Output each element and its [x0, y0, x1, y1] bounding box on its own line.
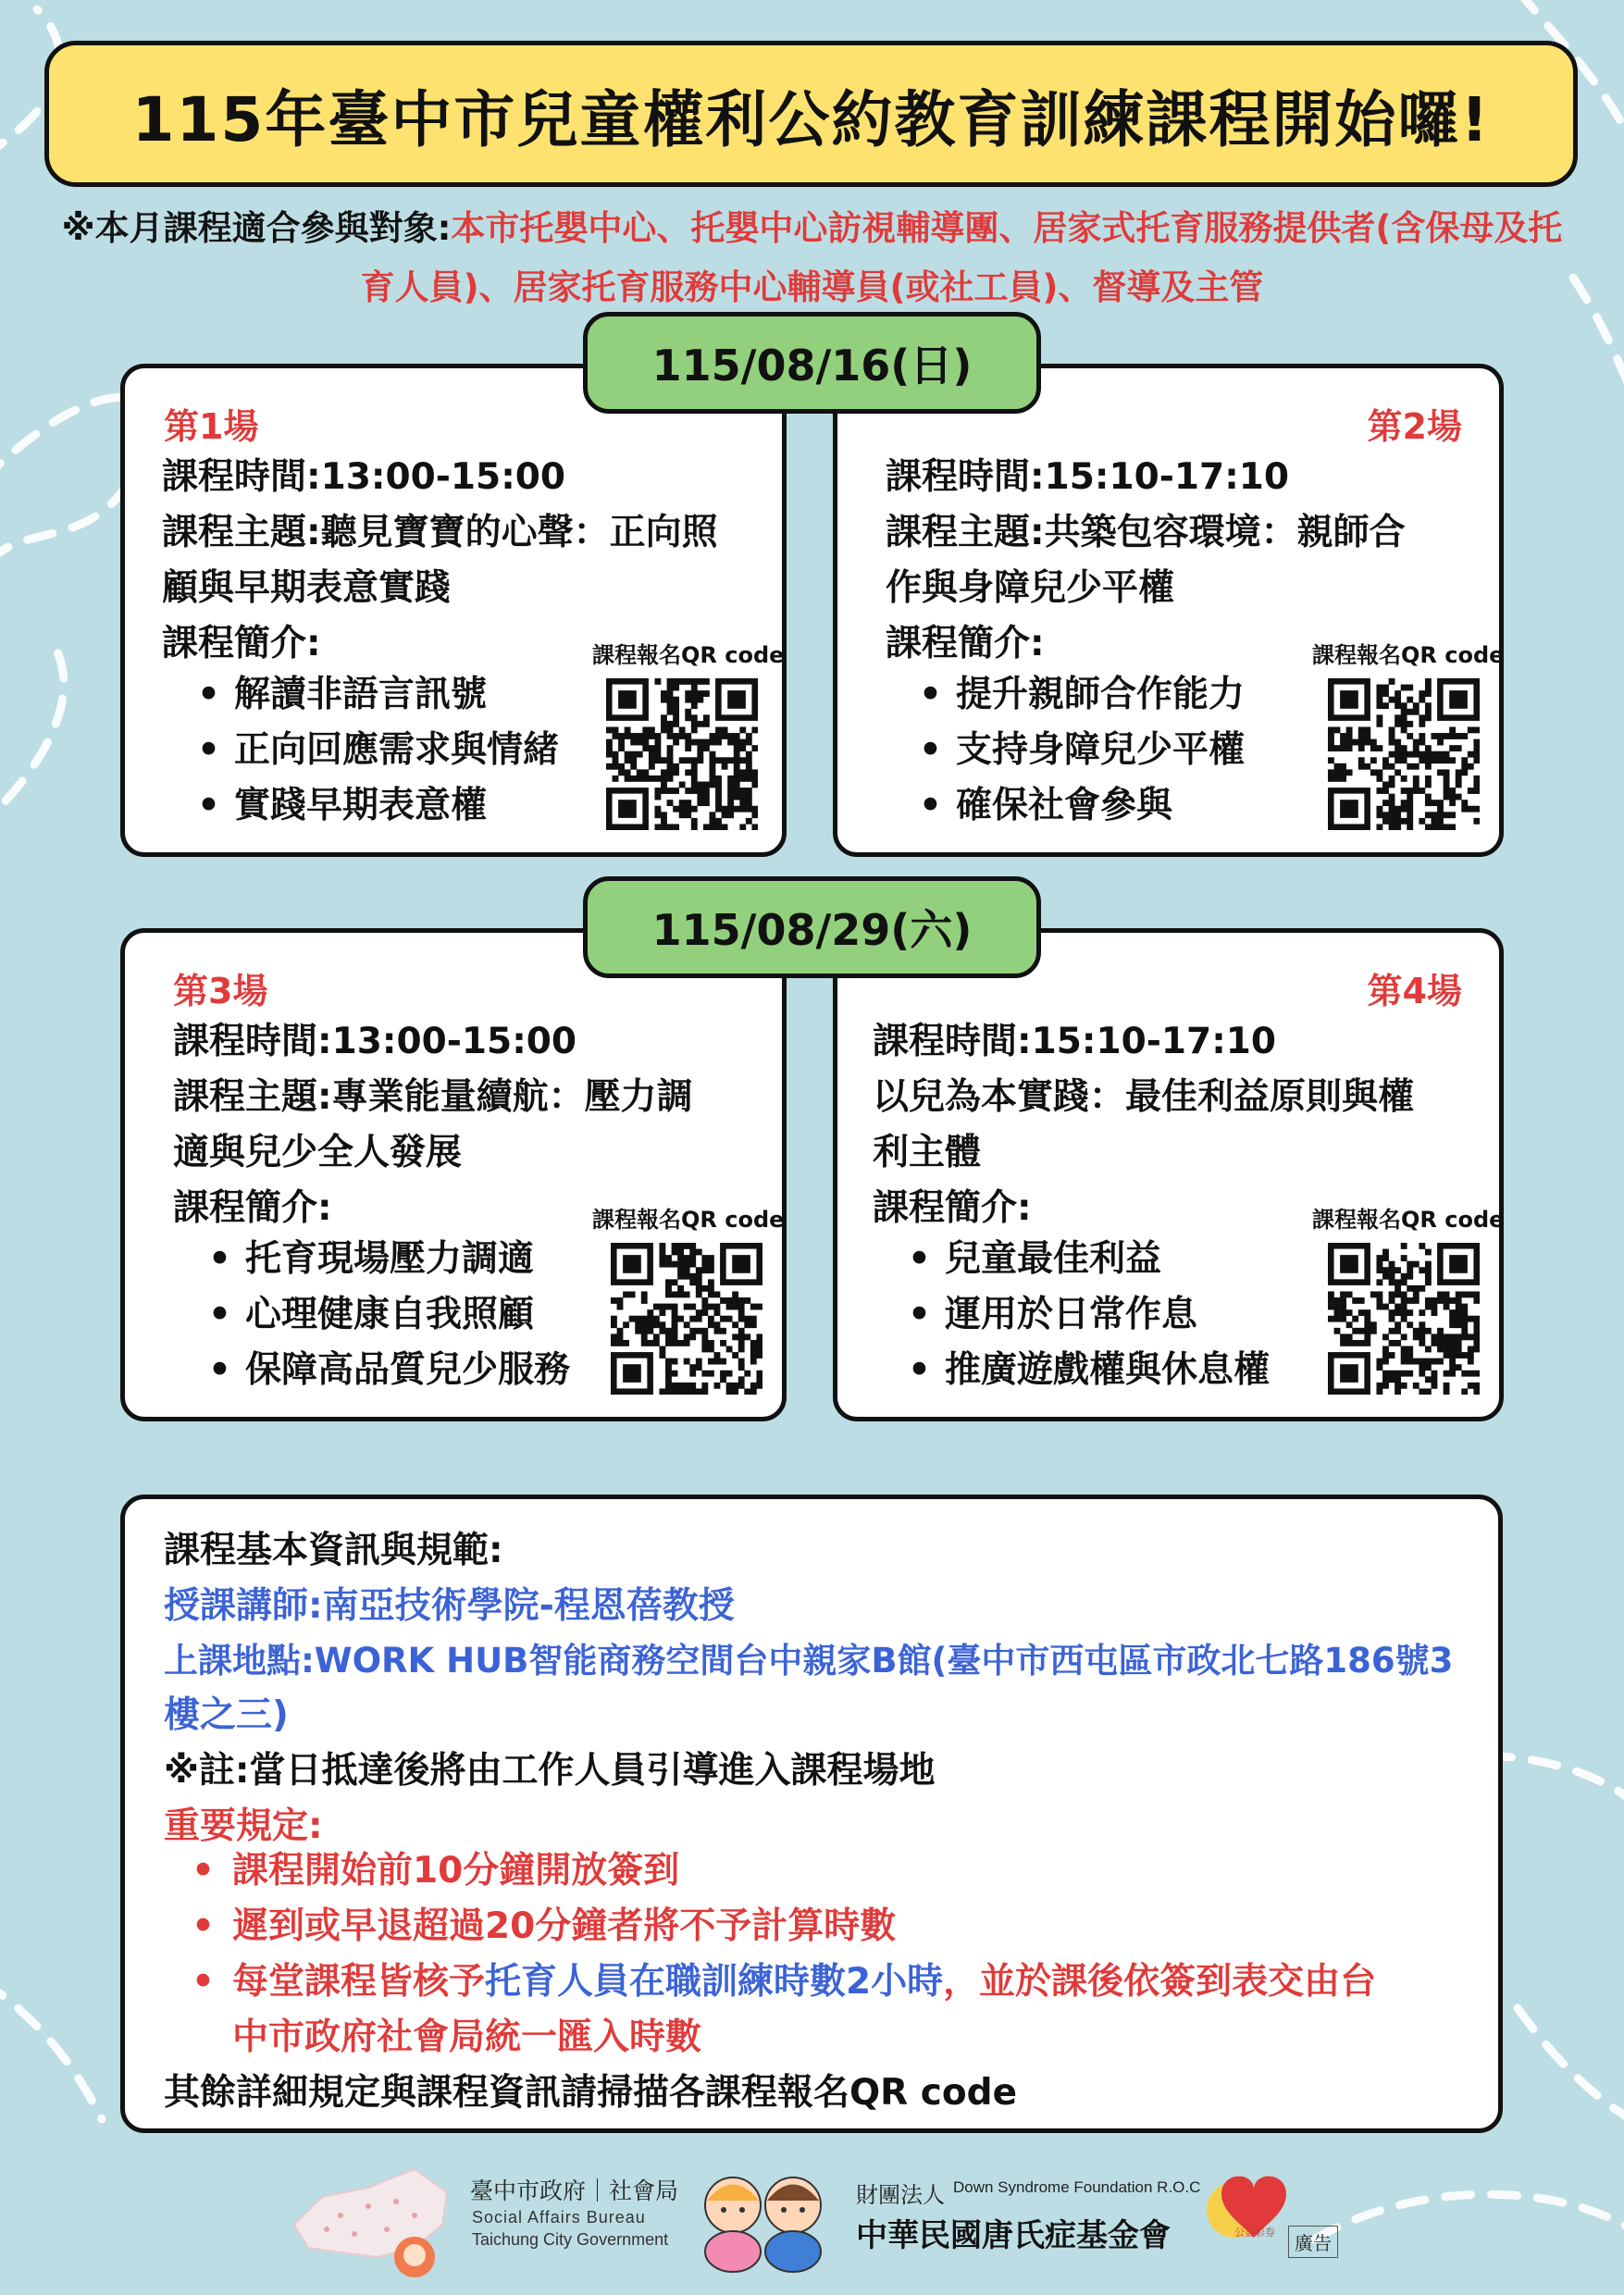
session-label: 第4場: [1367, 971, 1462, 1011]
gov-name: 臺中市政府｜社會局: [470, 2178, 679, 2204]
rule3-part-c: ，並於課後依簽到表交由台: [943, 1961, 1377, 2003]
session-bullets: [208, 1232, 570, 1398]
rules-heading: 重要規定:: [164, 1805, 323, 1847]
audience-line1: 本市托嬰中心、托嬰中心訪視輔導團、居家式托育服務提供者(含保母及托: [451, 208, 1563, 248]
registration-qr-code[interactable]: [606, 678, 758, 830]
bullet-item: • 推廣遊戲權與休息權: [908, 1343, 1270, 1398]
rule-item: [192, 1954, 1376, 2010]
session-intro-label: 課程簡介:: [173, 1187, 332, 1229]
bullet-item: • 確保社會參與: [919, 778, 1245, 834]
session-time: 課程時間:15:10-17:10: [873, 1021, 1277, 1062]
lottery-label: 公益彩券: [1234, 2227, 1275, 2239]
course-info-box: [120, 1495, 1503, 2133]
bullet-item: • 實踐早期表意權: [197, 778, 559, 834]
session-topic-line2: 利主體: [873, 1132, 982, 1173]
session-topic-line1: 課程主題:共築包容環境：親師合: [886, 512, 1406, 553]
ad-label: 廣告: [1288, 2226, 1338, 2258]
info-heading: 課程基本資訊與規範:: [164, 1530, 503, 1571]
arrival-note: ※註:當日抵達後將由工作人員引導進入課程場地: [164, 1750, 936, 1792]
qr-caption: 課程報名QR code: [1312, 642, 1505, 668]
bullet-item: • 兒童最佳利益: [908, 1232, 1270, 1287]
footer-logos: [0, 2156, 1624, 2286]
bullet-item: • 心理健康自我照顧: [208, 1287, 570, 1343]
session-label: 第3場: [173, 971, 268, 1011]
session-card-2: [833, 364, 1504, 857]
gov-en-line2: Taichung City Government: [472, 2230, 669, 2249]
registration-qr-code[interactable]: [1328, 678, 1480, 830]
qr-caption: 課程報名QR code: [592, 1207, 785, 1233]
date-badge-day2: 115/08/29(六): [583, 876, 1041, 978]
bullet-item: • 支持身障兒少平權: [919, 723, 1245, 778]
session-label: 第2場: [1367, 406, 1462, 447]
closing-note: 其餘詳細規定與課程資訊請掃描各課程報名QR code: [164, 2072, 1018, 2114]
bullet-item: • 正向回應需求與情緒: [197, 723, 559, 778]
date-badge-day1: 115/08/16(日): [583, 312, 1041, 414]
session-time: 課程時間:15:10-17:10: [886, 456, 1290, 498]
session-intro-label: 課程簡介:: [873, 1187, 1032, 1229]
rule-item: • 課程開始前10分鐘開放簽到: [192, 1843, 1376, 1899]
foundation-mascot-logo: [696, 2164, 835, 2275]
session-intro-label: 課程簡介:: [162, 623, 321, 664]
session-topic-line2: 作與身障兒少平權: [886, 567, 1175, 609]
audience-prefix: ※本月課程適合參與對象:: [61, 208, 452, 248]
session-time: 課程時間:13:00-15:00: [162, 456, 566, 498]
foundation-en: Down Syndrome Foundation R.O.C: [953, 2178, 1201, 2196]
registration-qr-code[interactable]: [611, 1243, 762, 1395]
audience-line2: 育人員)、居家托育服務中心輔導員(或社工員)、督導及主管: [360, 267, 1264, 307]
session-card-1: [120, 364, 787, 857]
session-bullets: [197, 667, 559, 834]
qr-caption: 課程報名QR code: [592, 642, 785, 668]
registration-qr-code[interactable]: [1328, 1243, 1480, 1395]
rule-item-continued: 中市政府社會局統一匯入時數: [232, 2016, 702, 2058]
gov-en-line1: Social Affairs Bureau: [472, 2208, 646, 2227]
session-topic-line1: 以兒為本實踐：最佳利益原則與權: [873, 1076, 1415, 1118]
rule3-hours: 托育人員在職訓練時數2小時: [485, 1961, 944, 2003]
rule3-part-a: 每堂課程皆核予: [232, 1961, 486, 2003]
foundation-prefix: 財團法人: [856, 2183, 945, 2208]
session-bullets: [908, 1232, 1270, 1398]
bullet-item: • 保障高品質兒少服務: [208, 1343, 570, 1398]
audience-note: [56, 199, 1568, 317]
qr-caption: 課程報名QR code: [1312, 1207, 1505, 1233]
session-intro-label: 課程簡介:: [886, 623, 1045, 664]
foundation-name: 中華民國唐氏症基金會: [856, 2218, 1171, 2253]
session-topic-line2: 顧與早期表意實踐: [162, 567, 452, 609]
session-bullets: [919, 667, 1245, 834]
taichung-map-logo: [285, 2160, 461, 2280]
lecturer: 授課講師:南亞技術學院-程恩蓓教授: [164, 1585, 735, 1627]
rules-list: [192, 1843, 1376, 2066]
bullet-item: • 解讀非語言訊號: [197, 667, 559, 723]
location-line2: 樓之三): [164, 1694, 289, 1736]
session-card-4: [833, 928, 1504, 1421]
bullet-item: • 提升親師合作能力: [919, 667, 1245, 723]
rule-item: • 遲到或早退超過20分鐘者將不予計算時數: [192, 1899, 1376, 1954]
session-topic-line2: 適與兒少全人發展: [173, 1132, 463, 1173]
session-topic-line1: 課程主題:聽見寶寶的心聲：正向照: [162, 512, 718, 553]
session-label: 第1場: [164, 406, 259, 447]
location-line1: 上課地點:WORK HUB智能商務空間台中親家B館(臺中市西屯區市政北七路186號3: [164, 1641, 1454, 1681]
bullet-item: • 托育現場壓力調適: [208, 1232, 570, 1287]
session-card-3: [120, 928, 787, 1421]
bullet-item: • 運用於日常作息: [908, 1287, 1270, 1343]
session-topic-line1: 課程主題:專業能量續航：壓力調: [173, 1076, 693, 1118]
session-time: 課程時間:13:00-15:00: [173, 1021, 577, 1062]
page-title: 115年臺中市兒童權利公約教育訓練課程開始囉!: [44, 41, 1578, 187]
